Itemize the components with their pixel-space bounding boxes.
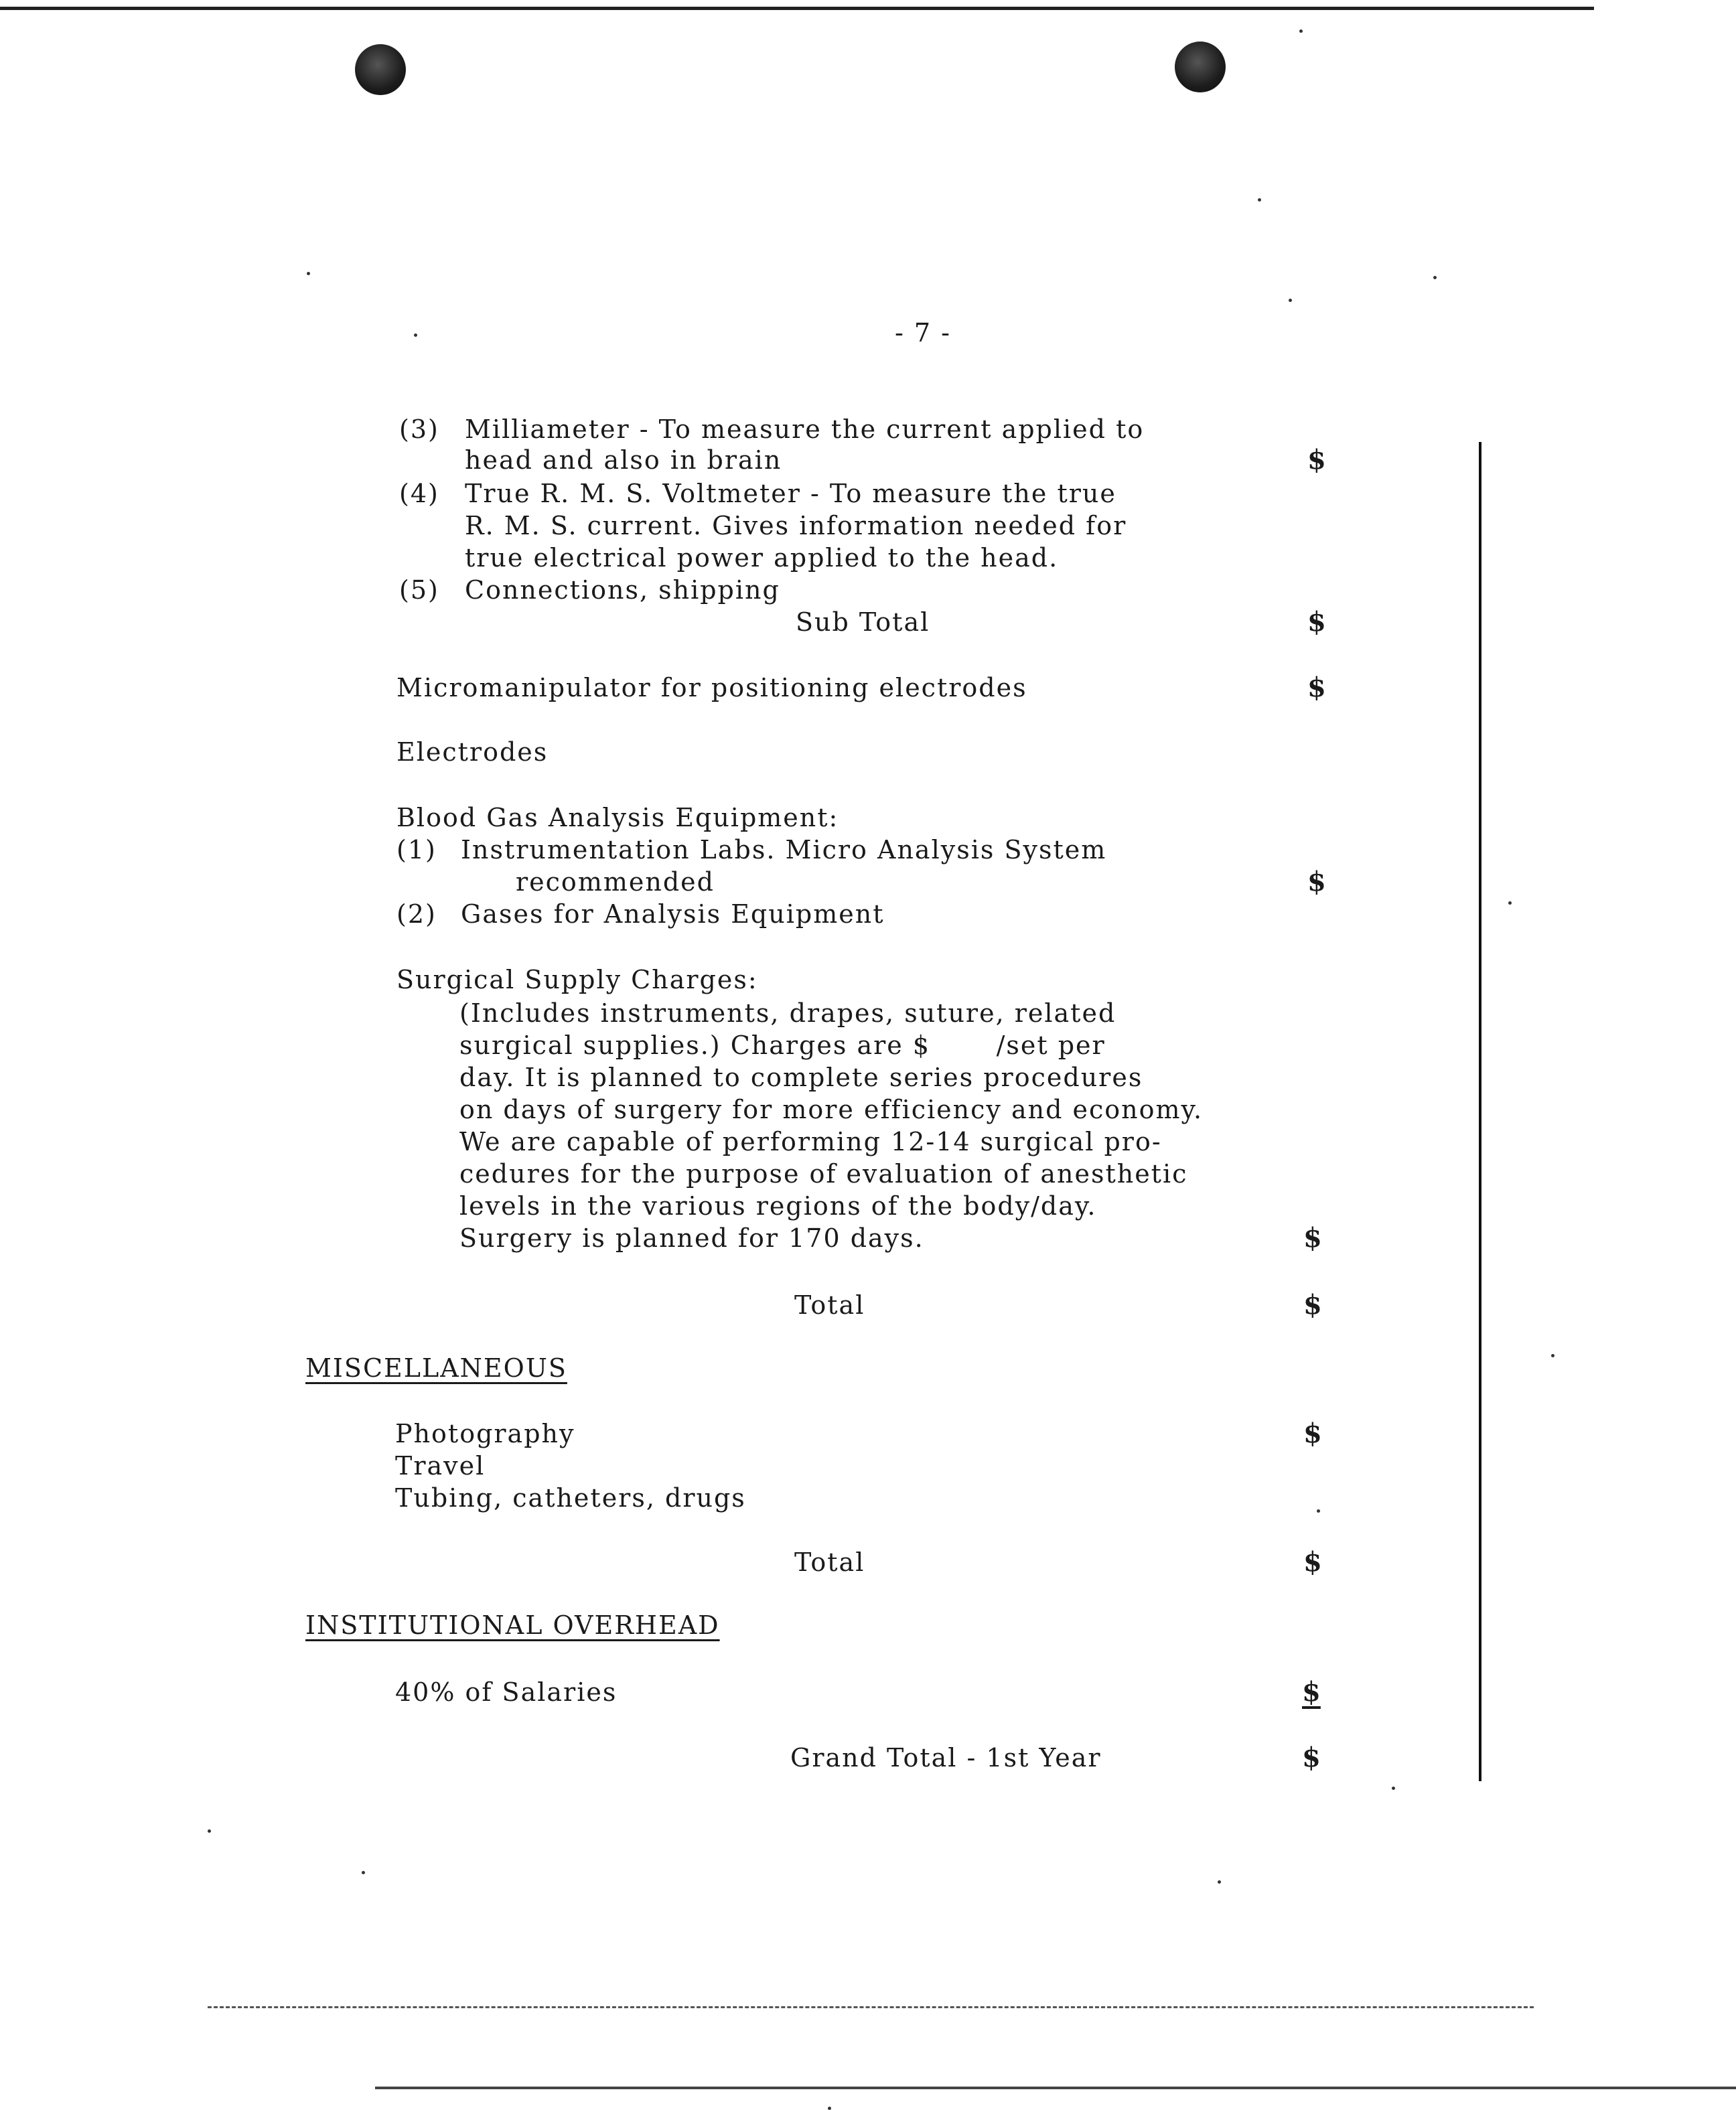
- dollar-amount: $: [1303, 1418, 1322, 1449]
- item-text: Instrumentation Labs. Micro Analysis System: [461, 835, 1107, 864]
- punch-hole-right: [1175, 42, 1226, 92]
- line-item: 40% of Salaries: [395, 1677, 618, 1707]
- item-text: recommended: [516, 867, 715, 897]
- bottom-rule: [375, 2087, 1736, 2089]
- speck: [1508, 901, 1512, 905]
- dollar-amount: $: [1303, 1222, 1322, 1254]
- speck: [828, 2107, 831, 2110]
- item-text: Connections, shipping: [465, 575, 780, 605]
- grand-total-label: Grand Total - 1st Year: [790, 1743, 1102, 1773]
- line-item: Photography: [395, 1419, 575, 1448]
- paragraph-line: levels in the various regions of the body/day.: [459, 1191, 1097, 1221]
- page-number: - 7 -: [895, 318, 952, 348]
- dollar-amount: $: [1307, 866, 1326, 897]
- dollar-amount: $: [1307, 444, 1326, 475]
- dollar-amount: $: [1303, 1546, 1322, 1578]
- speck: [414, 333, 417, 337]
- total-label: Total: [794, 1290, 865, 1320]
- paragraph-line: surgical supplies.) Charges are $ /set per: [459, 1031, 1106, 1060]
- speck: [1258, 198, 1261, 202]
- line-item: Micromanipulator for positioning electrodes: [396, 673, 1027, 702]
- item-text: True R. M. S. Voltmeter - To measure the true: [465, 479, 1116, 508]
- speck: [1433, 276, 1437, 279]
- item-text: R. M. S. current. Gives information needed for: [465, 511, 1127, 540]
- speck: [1218, 1880, 1221, 1884]
- section-subheading: Blood Gas Analysis Equipment:: [396, 803, 839, 832]
- dollar-amount: $: [1302, 1742, 1321, 1773]
- speck: [208, 1829, 211, 1833]
- speck: [1289, 299, 1292, 302]
- subtotal-label: Sub Total: [796, 607, 930, 637]
- dollar-amount: $: [1302, 1676, 1321, 1708]
- paragraph-line: We are capable of performing 12-14 surgical pro-: [459, 1127, 1162, 1156]
- section-heading-institutional-overhead: INSTITUTIONAL OVERHEAD: [305, 1610, 720, 1640]
- speck: [1392, 1787, 1395, 1790]
- paragraph-line: (Includes instruments, drapes, suture, related: [459, 998, 1116, 1028]
- dollar-amount: $: [1307, 672, 1326, 703]
- item-text: head and also in brain: [465, 445, 782, 475]
- paragraph-line: cedures for the purpose of evaluation of anesthetic: [459, 1159, 1188, 1189]
- item-number: (5): [399, 575, 439, 605]
- top-rule: [0, 7, 1594, 10]
- section-subheading: Surgical Supply Charges:: [396, 965, 758, 994]
- paragraph-line: on days of surgery for more efficiency and economy.: [459, 1095, 1204, 1124]
- speck: [1317, 1509, 1320, 1513]
- item-number: (1): [396, 835, 437, 864]
- total-label: Total: [794, 1548, 865, 1577]
- dollar-amount: $: [1307, 606, 1326, 637]
- line-item: Travel: [395, 1451, 486, 1481]
- item-number: (3): [399, 415, 439, 444]
- paragraph-line: Surgery is planned for 170 days.: [459, 1223, 924, 1253]
- line-item: Electrodes: [396, 737, 549, 767]
- speck: [307, 272, 310, 275]
- speck: [1299, 29, 1303, 33]
- speck: [362, 1871, 365, 1874]
- punch-hole-left: [355, 44, 406, 95]
- line-item: Tubing, catheters, drugs: [395, 1483, 746, 1513]
- bottom-dashed-rule: [208, 2006, 1534, 2008]
- item-text: Milliameter - To measure the current applied to: [465, 415, 1145, 444]
- item-number: (4): [399, 479, 439, 508]
- item-text: Gases for Analysis Equipment: [461, 899, 885, 929]
- dollar-amount: $: [1303, 1289, 1322, 1321]
- section-heading-miscellaneous: MISCELLANEOUS: [305, 1353, 567, 1383]
- margin-bar: [1479, 442, 1481, 1781]
- item-number: (2): [396, 899, 437, 929]
- speck: [1551, 1354, 1554, 1357]
- item-text: true electrical power applied to the head.: [465, 543, 1059, 573]
- paragraph-line: day. It is planned to complete series procedures: [459, 1063, 1143, 1092]
